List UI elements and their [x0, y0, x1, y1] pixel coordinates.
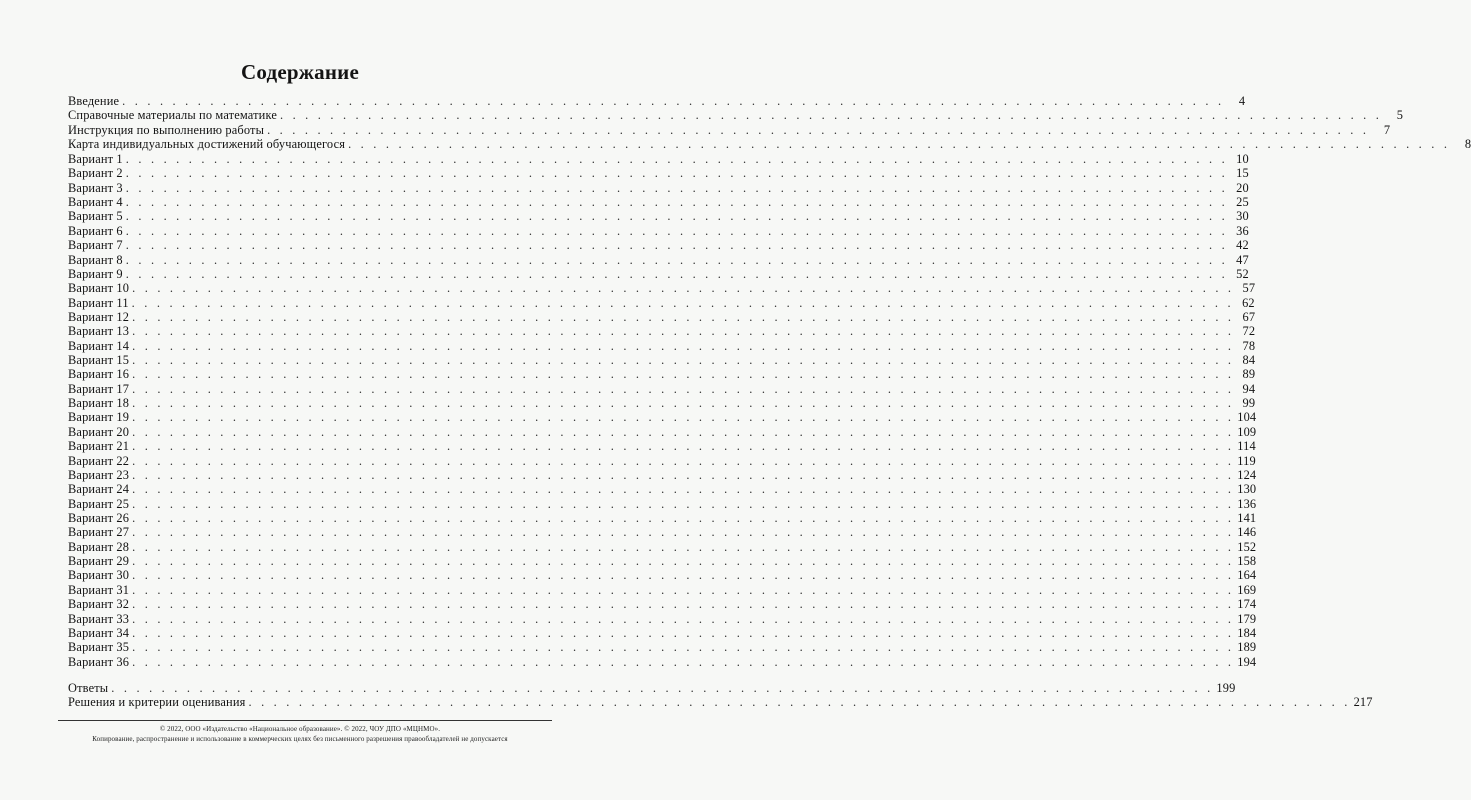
toc-entry-page: 52 [1236, 266, 1249, 281]
toc-entry [68, 424, 1257, 439]
toc-leader-dots: . . . . . . . . . . . . . . . . . . . . . . . . . . . . . . . . . . . . . . . . . . . . . . . . . . . . . . . . . . . . . . . . . . . . . . . . . . . . . . . . . . . . . . . . [132, 582, 1235, 597]
toc-entry-page: 179 [1237, 611, 1257, 626]
toc-leader-dots: . . . . . . . . . . . . . . . . . . . . . . . . . . . . . . . . . . . . . . . . . . . . . . . . . . . . . . . . . . . . . . . . . . . . . . . . . . . . . . . . . . . . . . . . [132, 554, 1235, 569]
toc-entry-page: 8 [1464, 137, 1471, 152]
toc-entry [68, 108, 1404, 123]
toc-entry-page: 174 [1237, 597, 1257, 612]
toc-entry-page: 146 [1237, 525, 1257, 540]
toc-entry-label: Вариант 26 [68, 510, 130, 525]
toc-leader-dots: . . . . . . . . . . . . . . . . . . . . . . . . . . . . . . . . . . . . . . . . . . . . . . . . . . . . . . . . . . . . . . . . . . . . . . . . . . . . . . . . . . . . . . . . [132, 324, 1235, 339]
toc-entry-page: 124 [1237, 467, 1257, 482]
toc-leader-dots: . . . . . . . . . . . . . . . . . . . . . . . . . . . . . . . . . . . . . . . . . . . . . . . . . . . . . . . . . . . . . . . . . . . . . . . . . . . . . . . . . . . . . . . . [125, 238, 1228, 253]
toc-entry-label: Вариант 7 [68, 238, 123, 253]
toc-leader-dots: . . . . . . . . . . . . . . . . . . . . . . . . . . . . . . . . . . . . . . . . . . . . . . . . . . . . . . . . . . . . . . . . . . . . . . . . . . . . . . . . . . . . . . . . [267, 122, 1370, 137]
toc-leader-dots: . . . . . . . . . . . . . . . . . . . . . . . . . . . . . . . . . . . . . . . . . . . . . . . . . . . . . . . . . . . . . . . . . . . . . . . . . . . . . . . . . . . . . . . . [132, 439, 1235, 454]
toc-entry-label: Введение [68, 94, 120, 108]
toc-entry-label: Вариант 20 [68, 424, 130, 439]
toc-entry-page: 36 [1236, 223, 1249, 238]
toc-entry-label: Вариант 2 [68, 166, 123, 181]
toc-entry-page: 109 [1237, 424, 1257, 439]
toc-entry-label: Карта индивидуальных достижений обучающегося [68, 137, 346, 152]
toc-entry-label: Вариант 31 [68, 582, 130, 597]
toc-entry-label: Вариант 24 [68, 482, 130, 497]
toc-entry-page: 42 [1236, 238, 1249, 253]
toc-leader-dots: . . . . . . . . . . . . . . . . . . . . . . . . . . . . . . . . . . . . . . . . . . . . . . . . . . . . . . . . . . . . . . . . . . . . . . . . . . . . . . . . . . . . . . . . [132, 597, 1235, 612]
toc-entry-page: 5 [1396, 108, 1404, 123]
toc-entry-page: 30 [1236, 209, 1249, 224]
toc-entry [68, 137, 1471, 152]
toc-entry [68, 180, 1249, 195]
toc-leader-dots: . . . . . . . . . . . . . . . . . . . . . . . . . . . . . . . . . . . . . . . . . . . . . . . . . . . . . . . . . . . . . . . . . . . . . . . . . . . . . . . . . . . . . . . . [132, 568, 1235, 583]
toc-entry-page: 119 [1237, 453, 1256, 468]
toc-entry [68, 381, 1256, 396]
toc-leader-dots: . . . . . . . . . . . . . . . . . . . . . . . . . . . . . . . . . . . . . . . . . . . . . . . . . . . . . . . . . . . . . . . . . . . . . . . . . . . . . . . . . . . . . . . . [125, 152, 1228, 166]
toc-leader-dots: . . . . . . . . . . . . . . . . . . . . . . . . . . . . . . . . . . . . . . . . . . . . . . . . . . . . . . . . . . . . . . . . . . . . . . . . . . . . . . . . . . . . . . . . [111, 681, 1214, 695]
toc-entry [68, 611, 1257, 626]
toc-entry [68, 353, 1256, 368]
toc-entry-label: Вариант 28 [68, 539, 130, 554]
toc-entry-page: 10 [1236, 152, 1249, 166]
toc-entry-label: Вариант 30 [68, 568, 130, 583]
toc-leader-dots: . . . . . . . . . . . . . . . . . . . . . . . . . . . . . . . . . . . . . . . . . . . . . . . . . . . . . . . . . . . . . . . . . . . . . . . . . . . . . . . . . . . . . . . . [125, 223, 1228, 238]
toc-entry [68, 252, 1249, 267]
toc-leader-dots: . . . . . . . . . . . . . . . . . . . . . . . . . . . . . . . . . . . . . . . . . . . . . . . . . . . . . . . . . . . . . . . . . . . . . . . . . . . . . . . . . . . . . . . . [125, 195, 1228, 210]
copyright-line: © 2022, ООО «Издательство «Национальное образование». © 2022, ЧОУ ДПО «МЦНМО». [159, 725, 441, 733]
toc-entry [68, 195, 1249, 210]
toc-entry-label: Вариант 18 [68, 396, 130, 411]
toc-entry-page: 78 [1242, 338, 1256, 353]
toc-entry-label: Вариант 15 [68, 353, 130, 368]
toc-entry [68, 410, 1257, 425]
toc-leader-dots: . . . . . . . . . . . . . . . . . . . . . . . . . . . . . . . . . . . . . . . . . . . . . . . . . . . . . . . . . . . . . . . . . . . . . . . . . . . . . . . . . . . . . . . . [132, 453, 1235, 468]
toc-entry-label: Вариант 27 [68, 525, 130, 540]
toc-entry [68, 695, 1373, 710]
toc-entry-label: Вариант 9 [68, 266, 123, 281]
toc-leader-dots: . . . . . . . . . . . . . . . . . . . . . . . . . . . . . . . . . . . . . . . . . . . . . . . . . . . . . . . . . . . . . . . . . . . . . . . . . . . . . . . . . . . . . . . . [125, 266, 1228, 281]
toc-entry-page: 25 [1236, 195, 1249, 210]
toc-entry [68, 367, 1256, 382]
toc-entry-page: 99 [1242, 396, 1256, 411]
toc-entry-label: Вариант 34 [68, 625, 130, 640]
copyright-notice: Копирование, распространение и использование в коммерческих целях без письменного разрешения правообладателей не допускается [92, 735, 508, 743]
toc-entry-page: 20 [1236, 180, 1249, 195]
toc-leader-dots: . . . . . . . . . . . . . . . . . . . . . . . . . . . . . . . . . . . . . . . . . . . . . . . . . . . . . . . . . . . . . . . . . . . . . . . . . . . . . . . . . . . . . . . . [132, 539, 1235, 554]
toc-leader-dots: . . . . . . . . . . . . . . . . . . . . . . . . . . . . . . . . . . . . . . . . . . . . . . . . . . . . . . . . . . . . . . . . . . . . . . . . . . . . . . . . . . . . . . . . [132, 640, 1235, 655]
toc-leader-dots: . . . . . . . . . . . . . . . . . . . . . . . . . . . . . . . . . . . . . . . . . . . . . . . . . . . . . . . . . . . . . . . . . . . . . . . . . . . . . . . . . . . . . . . . [125, 180, 1228, 195]
toc-entry-page: 104 [1237, 410, 1257, 425]
toc-entry [68, 496, 1257, 511]
toc-entry-page: 57 [1242, 281, 1256, 296]
toc-entry-label: Вариант 36 [68, 654, 130, 669]
toc-entry-label: Вариант 12 [68, 309, 130, 324]
toc-leader-dots: . . . . . . . . . . . . . . . . . . . . . . . . . . . . . . . . . . . . . . . . . . . . . . . . . . . . . . . . . . . . . . . . . . . . . . . . . . . . . . . . . . . . . . . . [132, 611, 1235, 626]
toc-entry-label: Вариант 23 [68, 467, 130, 482]
page-title: Содержание [241, 60, 359, 84]
toc-leader-dots: . . . . . . . . . . . . . . . . . . . . . . . . . . . . . . . . . . . . . . . . . . . . . . . . . . . . . . . . . . . . . . . . . . . . . . . . . . . . . . . . . . . . . . . . [125, 252, 1228, 267]
toc-entry [68, 554, 1257, 569]
toc-entry-label: Вариант 4 [68, 195, 123, 210]
toc-entry-label: Вариант 3 [68, 180, 123, 195]
toc-entry-label: Вариант 17 [68, 381, 130, 396]
toc-entry-page: 152 [1237, 539, 1257, 554]
toc-leader-dots: . . . . . . . . . . . . . . . . . . . . . . . . . . . . . . . . . . . . . . . . . . . . . . . . . . . . . . . . . . . . . . . . . . . . . . . . . . . . . . . . . . . . . . . . [131, 295, 1234, 310]
toc-leader-dots: . . . . . . . . . . . . . . . . . . . . . . . . . . . . . . . . . . . . . . . . . . . . . . . . . . . . . . . . . . . . . . . . . . . . . . . . . . . . . . . . . . . . . . . . [132, 467, 1235, 482]
toc-entry [68, 166, 1249, 181]
toc-entry [68, 338, 1256, 353]
toc-entry-page: 15 [1236, 166, 1249, 181]
toc-entry-label: Вариант 35 [68, 640, 130, 655]
toc-entry [68, 467, 1257, 482]
toc-entry [68, 94, 1246, 108]
toc-leader-dots: . . . . . . . . . . . . . . . . . . . . . . . . . . . . . . . . . . . . . . . . . . . . . . . . . . . . . . . . . . . . . . . . . . . . . . . . . . . . . . . . . . . . . . . . [132, 525, 1235, 540]
toc-entry-page: 189 [1237, 640, 1257, 655]
toc-front-matter [68, 94, 1471, 152]
toc-entry-page: 136 [1237, 496, 1257, 511]
toc-entry [68, 209, 1249, 224]
toc-entry [68, 640, 1257, 655]
toc-entry-label: Решения и критерии оценивания [68, 695, 246, 710]
toc-entry-page: 84 [1242, 353, 1256, 368]
toc-entry-page: 47 [1236, 252, 1249, 267]
toc-variants [68, 152, 1257, 669]
toc-back-matter [68, 681, 1373, 710]
toc-entry [68, 654, 1257, 669]
toc-entry-label: Вариант 8 [68, 252, 123, 267]
toc-leader-dots: . . . . . . . . . . . . . . . . . . . . . . . . . . . . . . . . . . . . . . . . . . . . . . . . . . . . . . . . . . . . . . . . . . . . . . . . . . . . . . . . . . . . . . . . [125, 209, 1228, 224]
toc-entry-page: 199 [1216, 681, 1236, 695]
toc-entry-page: 164 [1237, 568, 1257, 583]
toc-leader-dots: . . . . . . . . . . . . . . . . . . . . . . . . . . . . . . . . . . . . . . . . . . . . . . . . . . . . . . . . . . . . . . . . . . . . . . . . . . . . . . . . . . . . . . . . [125, 166, 1228, 181]
toc-leader-dots: . . . . . . . . . . . . . . . . . . . . . . . . . . . . . . . . . . . . . . . . . . . . . . . . . . . . . . . . . . . . . . . . . . . . . . . . . . . . . . . . . . . . . . . . [132, 338, 1235, 353]
toc-entry [68, 453, 1256, 468]
toc-entry-label: Вариант 10 [68, 281, 130, 296]
toc-entry-label: Вариант 33 [68, 611, 130, 626]
toc-entry-label: Вариант 19 [68, 410, 130, 425]
toc-entry [68, 223, 1249, 238]
toc-leader-dots: . . . . . . . . . . . . . . . . . . . . . . . . . . . . . . . . . . . . . . . . . . . . . . . . . . . . . . . . . . . . . . . . . . . . . . . . . . . . . . . . . . . . . . . . [279, 108, 1383, 123]
toc-entry [68, 597, 1257, 612]
toc-leader-dots: . . . . . . . . . . . . . . . . . . . . . . . . . . . . . . . . . . . . . . . . . . . . . . . . . . . . . . . . . . . . . . . . . . . . . . . . . . . . . . . . . . . . . . . . [132, 281, 1235, 296]
toc-entry-label: Вариант 32 [68, 597, 130, 612]
toc-entry-label: Вариант 1 [68, 152, 123, 166]
toc-entry-page: 217 [1353, 695, 1373, 710]
toc-entry-page: 67 [1242, 309, 1256, 324]
toc-entry-label: Вариант 14 [68, 338, 130, 353]
toc-entry [68, 510, 1257, 525]
toc-leader-dots: . . . . . . . . . . . . . . . . . . . . . . . . . . . . . . . . . . . . . . . . . . . . . . . . . . . . . . . . . . . . . . . . . . . . . . . . . . . . . . . . . . . . . . . . [132, 396, 1235, 411]
toc-entry [68, 266, 1249, 281]
toc-entry-page: 4 [1238, 94, 1246, 108]
toc-entry [68, 396, 1256, 411]
toc-leader-dots: . . . . . . . . . . . . . . . . . . . . . . . . . . . . . . . . . . . . . . . . . . . . . . . . . . . . . . . . . . . . . . . . . . . . . . . . . . . . . . . . . . . . . . . . [132, 424, 1235, 439]
toc-entry-label: Ответы [68, 681, 109, 695]
toc-entry-page: 130 [1237, 482, 1257, 497]
toc-entry-label: Вариант 21 [68, 439, 130, 454]
toc-entry [68, 309, 1256, 324]
toc-entry [68, 439, 1256, 454]
toc-entry-page: 89 [1242, 367, 1256, 382]
toc-entry [68, 482, 1257, 497]
toc-entry [68, 625, 1257, 640]
toc-leader-dots: . . . . . . . . . . . . . . . . . . . . . . . . . . . . . . . . . . . . . . . . . . . . . . . . . . . . . . . . . . . . . . . . . . . . . . . . . . . . . . . . . . . . . . . . [348, 137, 1451, 152]
toc-leader-dots: . . . . . . . . . . . . . . . . . . . . . . . . . . . . . . . . . . . . . . . . . . . . . . . . . . . . . . . . . . . . . . . . . . . . . . . . . . . . . . . . . . . . . . . . [132, 353, 1235, 368]
toc-entry-page: 72 [1242, 324, 1256, 339]
toc-leader-dots: . . . . . . . . . . . . . . . . . . . . . . . . . . . . . . . . . . . . . . . . . . . . . . . . . . . . . . . . . . . . . . . . . . . . . . . . . . . . . . . . . . . . . . . . [132, 381, 1235, 396]
toc-entry [68, 525, 1257, 540]
toc-entry-label: Вариант 16 [68, 367, 130, 382]
toc-entry-label: Вариант 29 [68, 554, 130, 569]
toc-entry-page: 114 [1237, 439, 1256, 454]
toc-entry-label: Инструкция по выполнению работы [68, 122, 265, 137]
toc-entry-page: 7 [1383, 122, 1391, 137]
toc-entry-page: 194 [1237, 654, 1257, 669]
toc-leader-dots: . . . . . . . . . . . . . . . . . . . . . . . . . . . . . . . . . . . . . . . . . . . . . . . . . . . . . . . . . . . . . . . . . . . . . . . . . . . . . . . . . . . . . . . . [132, 410, 1235, 425]
toc-entry-page: 62 [1242, 295, 1255, 310]
toc-leader-dots: . . . . . . . . . . . . . . . . . . . . . . . . . . . . . . . . . . . . . . . . . . . . . . . . . . . . . . . . . . . . . . . . . . . . . . . . . . . . . . . . . . . . . . . . [132, 367, 1235, 382]
toc-entry [68, 568, 1257, 583]
toc-entry [68, 281, 1256, 296]
toc-entry [68, 295, 1255, 310]
toc-entry [68, 238, 1249, 253]
toc-leader-dots: . . . . . . . . . . . . . . . . . . . . . . . . . . . . . . . . . . . . . . . . . . . . . . . . . . . . . . . . . . . . . . . . . . . . . . . . . . . . . . . . . . . . . . . . [122, 94, 1225, 108]
toc-entry-label: Вариант 11 [68, 295, 129, 310]
toc-leader-dots: . . . . . . . . . . . . . . . . . . . . . . . . . . . . . . . . . . . . . . . . . . . . . . . . . . . . . . . . . . . . . . . . . . . . . . . . . . . . . . . . . . . . . . . . [132, 510, 1235, 525]
toc-entry-label: Вариант 25 [68, 496, 130, 511]
toc-entry-page: 141 [1237, 510, 1257, 525]
toc-entry-page: 94 [1242, 381, 1256, 396]
toc-leader-dots: . . . . . . . . . . . . . . . . . . . . . . . . . . . . . . . . . . . . . . . . . . . . . . . . . . . . . . . . . . . . . . . . . . . . . . . . . . . . . . . . . . . . . . . . [132, 309, 1235, 324]
toc-entry [68, 681, 1236, 695]
toc-leader-dots: . . . . . . . . . . . . . . . . . . . . . . . . . . . . . . . . . . . . . . . . . . . . . . . . . . . . . . . . . . . . . . . . . . . . . . . . . . . . . . . . . . . . . . . . [132, 482, 1235, 497]
toc-entry-label: Справочные материалы по математике [68, 108, 277, 123]
toc-entry-page: 169 [1237, 582, 1257, 597]
toc-leader-dots: . . . . . . . . . . . . . . . . . . . . . . . . . . . . . . . . . . . . . . . . . . . . . . . . . . . . . . . . . . . . . . . . . . . . . . . . . . . . . . . . . . . . . . . . [132, 654, 1235, 669]
toc-entry-label: Вариант 6 [68, 223, 123, 238]
toc-entry-label: Вариант 13 [68, 324, 130, 339]
footer-divider [58, 720, 552, 721]
toc-entry [68, 582, 1257, 597]
toc-entry-label: Вариант 22 [68, 453, 130, 468]
toc-leader-dots: . . . . . . . . . . . . . . . . . . . . . . . . . . . . . . . . . . . . . . . . . . . . . . . . . . . . . . . . . . . . . . . . . . . . . . . . . . . . . . . . . . . . . . . . [132, 496, 1235, 511]
toc-entry-label: Вариант 5 [68, 209, 123, 224]
toc-entry [68, 152, 1249, 166]
toc-entry [68, 122, 1391, 137]
toc-leader-dots: . . . . . . . . . . . . . . . . . . . . . . . . . . . . . . . . . . . . . . . . . . . . . . . . . . . . . . . . . . . . . . . . . . . . . . . . . . . . . . . . . . . . . . . . [132, 625, 1235, 640]
toc-entry-page: 184 [1237, 625, 1257, 640]
toc-leader-dots: . . . . . . . . . . . . . . . . . . . . . . . . . . . . . . . . . . . . . . . . . . . . . . . . . . . . . . . . . . . . . . . . . . . . . . . . . . . . . . . . . . . . . . . . [248, 695, 1351, 710]
toc-entry [68, 539, 1257, 554]
toc-entry-page: 158 [1237, 554, 1257, 569]
toc-entry [68, 324, 1256, 339]
